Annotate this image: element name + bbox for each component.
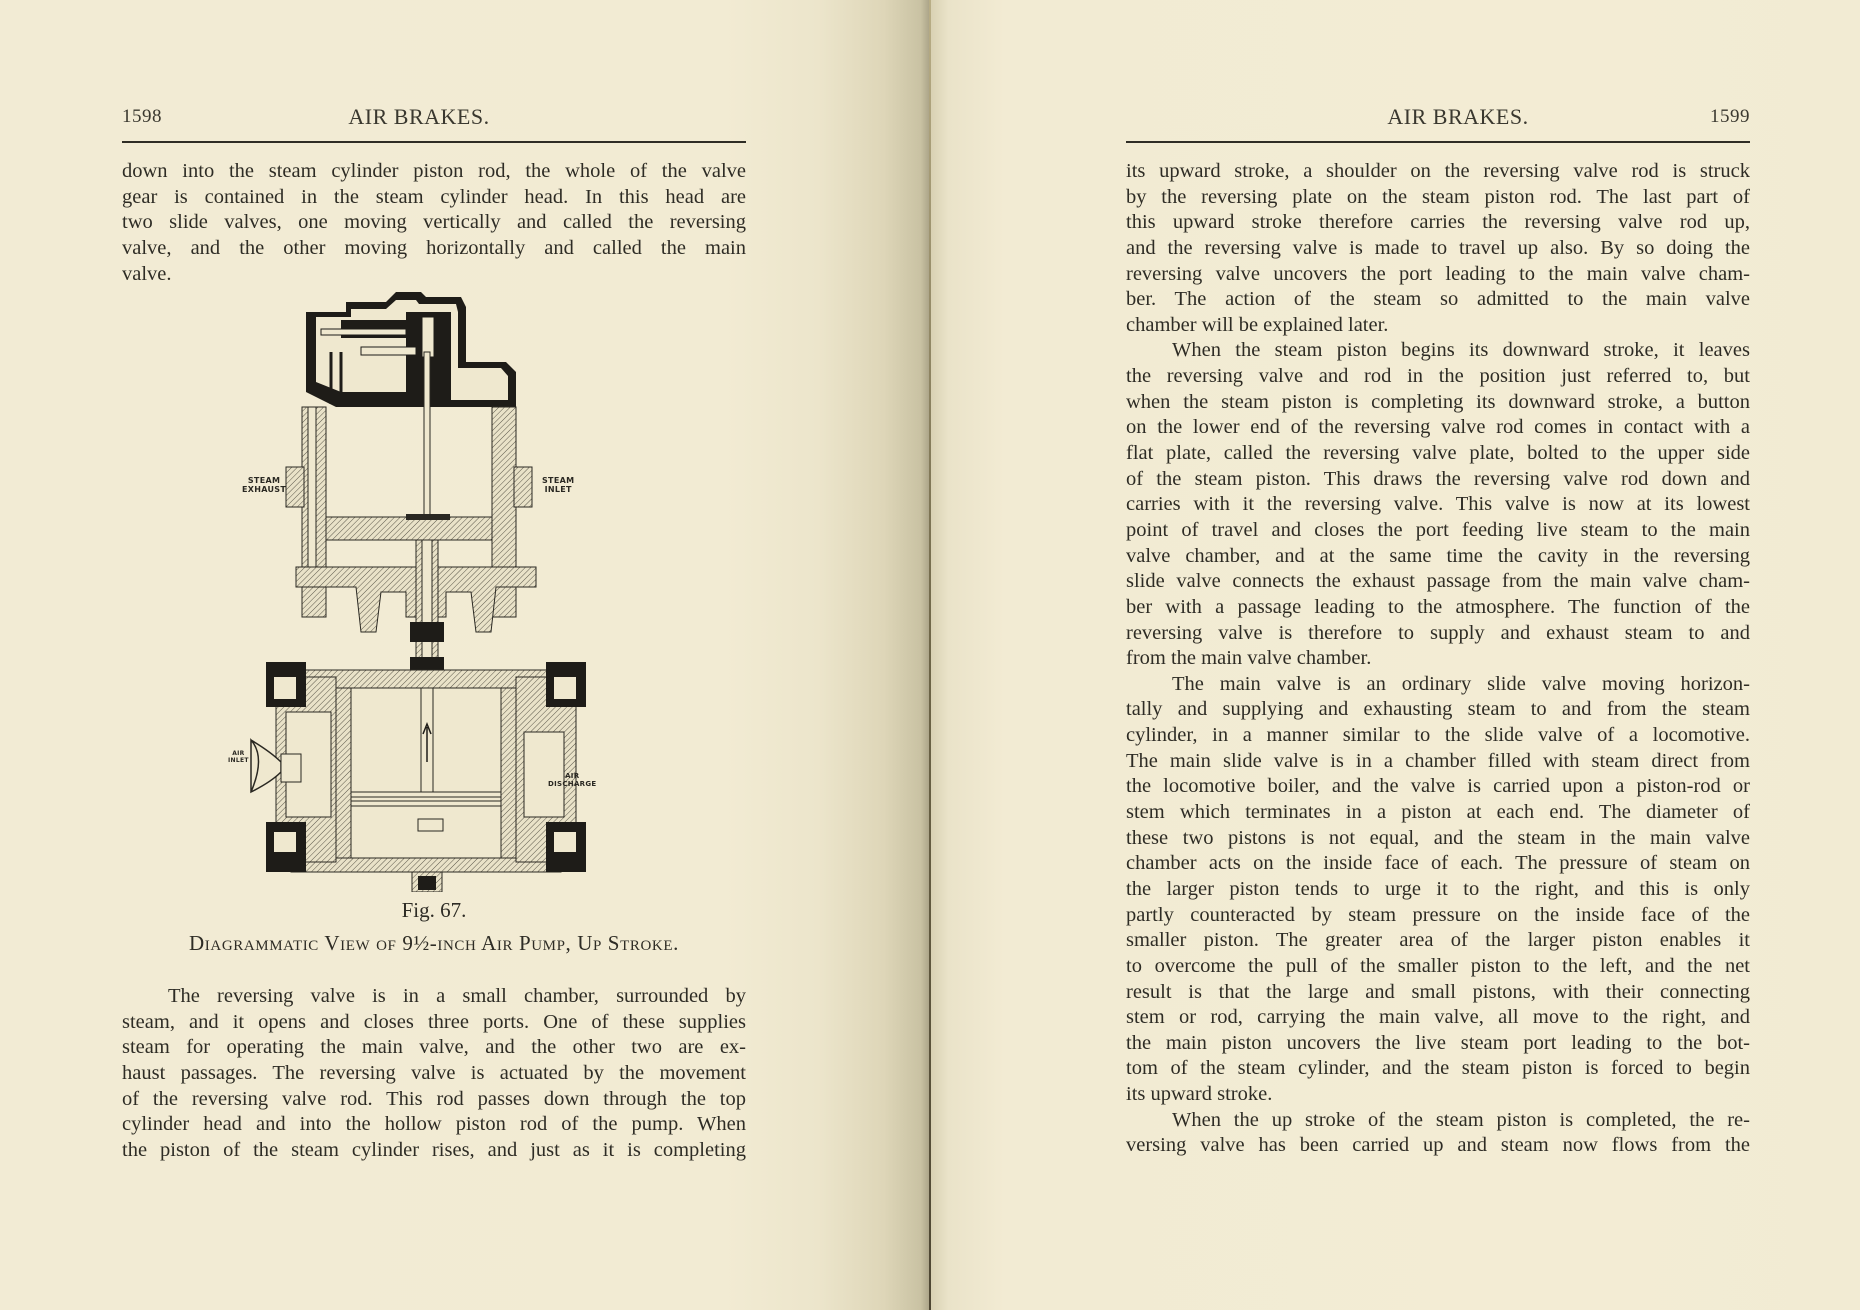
text-line: by the reversing plate on the steam piston rod. The last part of (1126, 185, 1750, 208)
text-line: flat plate, called the reversing valve plate, bolted to the upper side (1126, 442, 1750, 465)
text-line: partly counteracted by steam pressure on the inside face of the (1126, 903, 1750, 926)
text-line: stem or rod, carrying the main valve, all move to the right, and (1126, 1006, 1750, 1029)
text-line: tom of the steam cylinder, and the steam piston is forced to begin (1126, 1057, 1750, 1080)
label-line: DISCHARGE (548, 780, 597, 788)
text-line: of the steam piston. This draws the reversing valve rod down and (1126, 467, 1750, 490)
label-line: EXHAUST (242, 485, 287, 494)
text-line: the main piston uncovers the live steam port leading to the bot- (1126, 1031, 1750, 1054)
figure-caption: Diagrammatic View of 9½-inch Air Pump, Up Stroke. (189, 931, 679, 955)
air-pump-cross-section-icon (246, 292, 606, 892)
text-line: this upward stroke therefore carries the reversing valve rod up, (1126, 211, 1750, 234)
text-line: ber. The action of the steam so admitted to the main valve (1126, 288, 1750, 311)
text-line: the larger piston tends to urge it to the right, and this is only (1126, 877, 1750, 900)
text-line: when the steam piston is completing its downward stroke, a button (1126, 390, 1750, 413)
text-line: valve, and the other moving horizontally and called the main (122, 236, 746, 259)
text-line: its upward stroke. (1126, 1083, 1273, 1106)
label-line: AIR (232, 750, 245, 757)
header-rule-right (1126, 141, 1750, 143)
text-line: point of travel and closes the port feeding live steam to the main (1126, 518, 1750, 541)
label-line: AIR (565, 772, 580, 780)
text-line: ber with a passage leading to the atmosphere. The function of the (1126, 595, 1750, 618)
label-line: STEAM (542, 476, 575, 485)
text-line: steam, and it opens and closes three ports. One of these supplies (122, 1010, 746, 1033)
text-line: and the reversing valve is made to travel up also. By so doing the (1126, 236, 1750, 259)
label-steam-exhaust (242, 476, 286, 494)
text-line: The main slide valve is in a chamber filled with steam direct from (1126, 749, 1750, 772)
text-line: The main valve is an ordinary slide valve moving horizon- (1172, 672, 1750, 695)
left-paragraph-2 (122, 984, 746, 1163)
page-number-left: 1598 (122, 106, 162, 127)
text-line: smaller piston. The greater area of the larger piston enables it (1126, 929, 1750, 952)
text-line: When the steam piston begins its downward stroke, it leaves (1172, 339, 1750, 362)
text-line: stem which terminates in a piston at each end. The diameter of (1126, 801, 1750, 824)
text-line: of the reversing valve rod. This rod passes down through the top (122, 1087, 746, 1110)
text-line: tally and supplying and exhausting steam to and from the steam (1126, 698, 1750, 721)
text-line: The reversing valve is in a small chamber, surrounded by (168, 985, 746, 1007)
label-steam-inlet (542, 476, 574, 494)
right-page-body (1126, 159, 1750, 1159)
page-number-right: 1599 (1710, 106, 1750, 127)
text-line: chamber will be explained later. (1126, 313, 1389, 336)
text-line: valve chamber, and at the same time the cavity in the reversing (1126, 544, 1750, 567)
text-line: versing valve has been carried up and steam now flows from the (1126, 1134, 1750, 1157)
air-pump-diagram (228, 292, 606, 892)
text-line: from the main valve chamber. (1126, 647, 1372, 670)
text-line: valve. (122, 262, 172, 285)
left-running-head (122, 104, 746, 134)
text-line: down into the steam cylinder piston rod, the whole of the valve (122, 160, 746, 182)
figure-number: Fig. 67. (401, 898, 467, 922)
right-page (930, 0, 1860, 1310)
text-line: haust passages. The reversing valve is actuated by the movement (122, 1061, 746, 1084)
text-line: slide valve connects the exhaust passage from the main valve cham- (1126, 570, 1750, 593)
header-rule-left (122, 141, 746, 143)
label-line: INLET (544, 485, 572, 494)
label-air-inlet (228, 750, 249, 764)
text-line: reversing valve is therefore to supply and exhaust steam to and (1126, 621, 1750, 644)
text-line: steam for operating the main valve, and the other two are ex- (122, 1036, 746, 1059)
left-paragraph-1 (122, 159, 746, 287)
book-gutter (929, 0, 931, 1310)
label-line: STEAM (247, 476, 281, 485)
label-air-discharge (548, 772, 597, 788)
text-line: on the lower end of the reversing valve rod comes in contact with a (1126, 416, 1750, 439)
text-line: its upward stroke, a shoulder on the reversing valve rod is struck (1126, 160, 1750, 182)
text-line: the piston of the steam cylinder rises, and just as it is completing (122, 1138, 746, 1161)
text-line: these two pistons is not equal, and the steam in the main valve (1126, 826, 1750, 849)
running-head-title-right: AIR BRAKES. (1387, 104, 1529, 129)
label-line: INLET (228, 757, 249, 764)
text-line: reversing valve uncovers the port leading to the main valve cham- (1126, 262, 1750, 285)
text-line: two slide valves, one moving vertically and called the reversing (122, 211, 746, 234)
text-line: chamber acts on the inside face of each. The pressure of steam on (1126, 852, 1750, 875)
text-line: gear is contained in the steam cylinder head. In this head are (122, 185, 746, 208)
text-line: cylinder head and into the hollow piston rod of the pump. When (122, 1113, 746, 1136)
text-line: When the up stroke of the steam piston is completed, the re- (1172, 1108, 1750, 1131)
text-line: the reversing valve and rod in the position just referred to, but (1126, 365, 1750, 388)
text-line: result is that the large and small pistons, with their connecting (1126, 980, 1750, 1003)
text-line: to overcome the pull of the smaller piston to the left, and the net (1126, 954, 1750, 977)
text-line: the locomotive boiler, and the valve is carried upon a piston-rod or (1126, 775, 1750, 798)
text-line: cylinder, in a manner similar to the slide valve of a locomotive. (1126, 724, 1750, 747)
right-running-head (1126, 104, 1750, 134)
text-line: carries with it the reversing valve. This valve is now at its lowest (1126, 493, 1750, 516)
running-head-title-left: AIR BRAKES. (348, 104, 490, 129)
